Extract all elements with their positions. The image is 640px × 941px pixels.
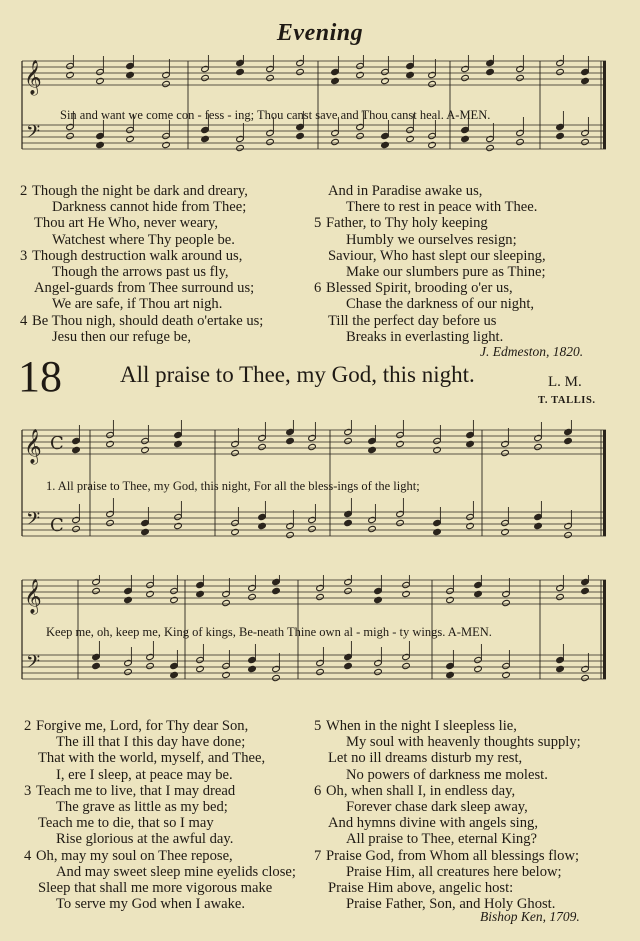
lyric-line-hymn17: Sin and want we come con - fess - ing; Thou canst save and Thou canst heal. A-MEN. xyxy=(60,108,491,122)
note-head xyxy=(581,674,589,681)
note-head xyxy=(331,138,339,145)
note-head xyxy=(501,528,509,535)
verse-text: Praise God, from Whom all blessings flow; xyxy=(326,847,580,864)
note-head xyxy=(516,74,524,81)
treble-clef-icon: 𝄞 xyxy=(24,429,42,464)
verse-line xyxy=(328,750,581,766)
note-head xyxy=(96,141,104,148)
note-head xyxy=(406,71,414,78)
note-head xyxy=(446,596,454,603)
verse-line xyxy=(328,767,581,783)
verse-line xyxy=(34,215,263,231)
note-head xyxy=(368,446,376,453)
note-head xyxy=(534,522,542,529)
note-head xyxy=(236,144,244,151)
note-head xyxy=(486,144,494,151)
verse-line xyxy=(328,199,546,215)
note-head xyxy=(581,77,589,84)
verse-line xyxy=(20,183,263,199)
verse-line xyxy=(314,718,581,734)
note-head xyxy=(534,443,542,450)
verse-line xyxy=(328,831,581,847)
note-head xyxy=(331,77,339,84)
note-head xyxy=(146,590,154,597)
verse-text: Jesu then our refuge be, xyxy=(52,328,191,345)
note-head xyxy=(344,437,352,444)
attribution-hymn18: Bishop Ken, 1709. xyxy=(480,909,580,924)
verse-line xyxy=(20,247,263,264)
verse-line xyxy=(38,799,296,815)
note-head xyxy=(196,590,204,597)
verse-line xyxy=(34,296,263,312)
note-head xyxy=(296,68,304,75)
hymn-title: All praise to Thee, my God, this night. xyxy=(120,362,475,387)
verses-right-hymn17 xyxy=(314,183,546,345)
verse-line xyxy=(38,767,296,783)
verse-text: Praise Him above, angelic host: xyxy=(328,880,514,897)
note-head xyxy=(396,440,404,447)
music-system-hymn18-b xyxy=(0,575,640,715)
note-head xyxy=(236,68,244,75)
note-head xyxy=(106,440,114,447)
note-head xyxy=(72,446,80,453)
note-head xyxy=(162,141,170,148)
verse-text: And in Paradise awake us, xyxy=(328,183,483,199)
note-head xyxy=(344,519,352,526)
verse-text: Till the perfect day before us xyxy=(328,312,497,329)
note-head xyxy=(402,590,410,597)
verse-text: And may sweet sleep mine eyelids close; xyxy=(56,863,296,880)
note-head xyxy=(231,528,239,535)
note-head xyxy=(466,440,474,447)
verse-line xyxy=(328,232,546,248)
verse-text: To serve my God when I awake. xyxy=(56,896,246,913)
verse-line xyxy=(24,718,296,734)
verse-text: Blessed Spirit, brooding o'er us, xyxy=(326,280,513,297)
note-head xyxy=(428,141,436,148)
verse-line xyxy=(34,232,263,248)
note-head xyxy=(502,599,510,606)
verse-number: 5 xyxy=(314,718,322,734)
note-head xyxy=(486,68,494,75)
note-head xyxy=(516,138,524,145)
note-head xyxy=(556,68,564,75)
note-head xyxy=(272,674,280,681)
note-head xyxy=(272,587,280,594)
bass-clef-icon: 𝄢 xyxy=(26,652,41,677)
verse-number: 6 xyxy=(314,782,322,799)
note-head xyxy=(556,665,564,672)
note-head xyxy=(308,525,316,532)
note-head xyxy=(196,665,204,672)
verse-line xyxy=(34,280,263,296)
verse-text: Oh, may my soul on Thee repose, xyxy=(36,847,233,864)
note-head xyxy=(258,443,266,450)
note-head xyxy=(124,596,132,603)
verse-text: Angel-guards from Thee surround us; xyxy=(34,280,255,297)
verse-line xyxy=(38,896,296,912)
note-head xyxy=(222,671,230,678)
note-head xyxy=(231,449,239,456)
verse-number: 5 xyxy=(314,215,322,232)
note-head xyxy=(126,135,134,142)
hymn-composer: T. TALLIS. xyxy=(538,395,596,406)
verse-line xyxy=(328,815,581,831)
verse-line xyxy=(20,312,264,329)
bass-clef-icon: 𝄢 xyxy=(26,509,41,534)
verse-text: Breaks in everlasting light. xyxy=(346,328,504,345)
note-head xyxy=(66,71,74,78)
note-head xyxy=(296,132,304,139)
note-head xyxy=(124,668,132,675)
verse-text: Forgive me, Lord, for Thy dear Son, xyxy=(36,718,249,734)
final-barline xyxy=(603,61,606,149)
note-head xyxy=(344,662,352,669)
note-head xyxy=(201,135,209,142)
note-head xyxy=(581,587,589,594)
verse-text: Chase the darkness of our night, xyxy=(346,296,535,313)
verse-text: Watchest where Thy people be. xyxy=(52,231,235,248)
verse-number: 2 xyxy=(20,183,28,199)
verse-text: Though the night be dark and dreary, xyxy=(32,183,248,199)
note-head xyxy=(248,665,256,672)
note-head xyxy=(248,593,256,600)
verse-line xyxy=(38,880,296,896)
verse-text: The ill that I this day have done; xyxy=(56,734,246,751)
note-head xyxy=(368,525,376,532)
verse-line xyxy=(314,215,546,232)
verse-text: Oh, when shall I, in endless day, xyxy=(326,782,516,799)
section-title: Evening xyxy=(276,20,364,46)
verse-line xyxy=(328,264,546,280)
verse-text: And hymns divine with angels sing, xyxy=(328,815,538,832)
verse-text: Though the arrows past us fly, xyxy=(52,264,229,281)
verse-text: Praise Him, all creatures here below; xyxy=(346,863,562,880)
note-head xyxy=(92,587,100,594)
verse-text: Darkness cannot hide from Thee; xyxy=(52,199,247,216)
verse-line xyxy=(24,847,296,864)
note-head xyxy=(433,528,441,535)
note-head xyxy=(222,599,230,606)
verse-line xyxy=(38,831,296,847)
note-head xyxy=(581,138,589,145)
verse-number: 7 xyxy=(314,847,322,864)
verse-text: Saviour, Who hast slept our sleeping, xyxy=(328,247,546,264)
note-head xyxy=(126,71,134,78)
treble-clef-icon: 𝄞 xyxy=(24,60,42,95)
note-head xyxy=(433,446,441,453)
note-head xyxy=(286,531,294,538)
note-head xyxy=(381,141,389,148)
verse-text: Humbly we ourselves resign; xyxy=(346,231,517,248)
note-head xyxy=(396,519,404,526)
note-head xyxy=(374,596,382,603)
verse-text: Sleep that shall me more vigorous make xyxy=(38,880,273,897)
verse-text: We are safe, if Thou art nigh. xyxy=(52,296,223,313)
verse-text: No powers of darkness me molest. xyxy=(346,766,548,783)
verse-number: 4 xyxy=(20,312,28,329)
verse-number: 6 xyxy=(314,280,322,297)
verse-text: My soul with heavenly thoughts supply; xyxy=(346,734,581,751)
lyric-line-hymn18-1: 1. All praise to Thee, my God, this night, For all the bless-ings of the light; xyxy=(46,479,420,493)
verse-number: 4 xyxy=(24,847,32,864)
verse-line xyxy=(24,782,296,799)
note-head xyxy=(316,593,324,600)
verse-text: All praise to Thee, eternal King? xyxy=(346,831,538,848)
verse-line xyxy=(328,799,581,815)
verse-line xyxy=(38,864,296,880)
note-head xyxy=(308,443,316,450)
note-head xyxy=(106,519,114,526)
note-head xyxy=(356,71,364,78)
hymn-meter: L. M. xyxy=(548,374,582,390)
verse-line xyxy=(38,815,296,831)
verse-text: Make our slumbers pure as Thine; xyxy=(346,264,546,281)
verse-text: Teach me to die, that so I may xyxy=(38,815,214,832)
note-head xyxy=(501,449,509,456)
note-head xyxy=(344,587,352,594)
verse-line xyxy=(328,734,581,750)
note-head xyxy=(170,671,178,678)
note-head xyxy=(381,77,389,84)
final-barline xyxy=(603,430,606,536)
verse-text: Forever chase dark sleep away, xyxy=(346,799,528,816)
note-head xyxy=(461,135,469,142)
note-head xyxy=(502,671,510,678)
note-head xyxy=(402,662,410,669)
verse-line xyxy=(328,183,546,199)
verse-text: Though destruction walk around us, xyxy=(32,247,243,264)
verse-text: There to rest in peace with Thee. xyxy=(346,199,538,216)
verse-line xyxy=(314,847,581,864)
note-head xyxy=(162,80,170,87)
note-head xyxy=(466,522,474,529)
bass-clef-icon: 𝄢 xyxy=(26,122,41,147)
verse-text: Teach me to live, that I may dread xyxy=(36,782,236,799)
note-head xyxy=(201,74,209,81)
verse-number: 3 xyxy=(24,782,32,799)
attribution-hymn17: J. Edmeston, 1820. xyxy=(480,344,584,359)
verse-line xyxy=(328,880,581,896)
verse-text: Rise glorious at the awful day. xyxy=(56,831,234,848)
note-head xyxy=(174,440,182,447)
note-head xyxy=(446,671,454,678)
note-head xyxy=(146,662,154,669)
verse-line xyxy=(328,329,546,345)
verses-left-hymn18 xyxy=(24,718,296,913)
time-signature: C xyxy=(50,433,64,454)
verse-number: 2 xyxy=(24,718,32,734)
verses-left-hymn17 xyxy=(20,183,264,345)
final-barline xyxy=(603,580,606,679)
verse-text: Let no ill dreams disturb my rest, xyxy=(328,750,523,767)
verse-text: I, ere I sleep, at peace may be. xyxy=(56,766,233,783)
verse-line xyxy=(38,734,296,750)
verse-text: Father, to Thy holy keeping xyxy=(326,215,488,232)
time-signature: C xyxy=(50,515,64,536)
note-head xyxy=(141,446,149,453)
note-head xyxy=(170,596,178,603)
verse-text: When in the night I sleepless lie, xyxy=(326,718,517,734)
note-head xyxy=(266,74,274,81)
verse-line xyxy=(328,296,546,312)
note-head xyxy=(72,525,80,532)
verse-text: The grave as little as my bed; xyxy=(56,799,228,816)
note-head xyxy=(174,522,182,529)
verse-line xyxy=(328,313,546,329)
verses-right-hymn18 xyxy=(314,718,581,913)
verse-line xyxy=(328,248,546,264)
note-head xyxy=(461,74,469,81)
verse-text: Be Thou nigh, should death o'ertake us; xyxy=(32,312,264,329)
note-head xyxy=(266,138,274,145)
hymn-number: 18 xyxy=(18,352,62,401)
verse-line xyxy=(34,329,263,345)
note-head xyxy=(556,132,564,139)
verse-line xyxy=(314,782,581,799)
verse-text: That with the world, myself, and Thee, xyxy=(38,750,266,767)
note-head xyxy=(141,528,149,535)
note-head xyxy=(564,531,572,538)
note-head xyxy=(92,662,100,669)
lyric-line-hymn18-2: Keep me, oh, keep me, King of kings, Be-neath Thine own al - migh - ty wings. A-MEN. xyxy=(46,625,492,639)
note-head xyxy=(66,132,74,139)
note-head xyxy=(286,437,294,444)
verse-line xyxy=(34,264,263,280)
verse-line xyxy=(314,280,546,297)
treble-clef-icon: 𝄞 xyxy=(24,579,42,614)
note-head xyxy=(428,80,436,87)
note-head xyxy=(356,132,364,139)
note-head xyxy=(258,522,266,529)
verse-text: Thou art He Who, never weary, xyxy=(34,215,218,232)
note-head xyxy=(564,437,572,444)
verse-line xyxy=(328,864,581,880)
verse-text: Praise Father, Son, and Holy Ghost. xyxy=(346,896,556,913)
note-head xyxy=(316,668,324,675)
note-head xyxy=(374,668,382,675)
note-head xyxy=(556,593,564,600)
note-head xyxy=(406,135,414,142)
note-head xyxy=(474,590,482,597)
verse-line xyxy=(34,199,263,215)
note-head xyxy=(96,77,104,84)
note-head xyxy=(474,665,482,672)
verse-number: 3 xyxy=(20,247,28,264)
verse-line xyxy=(38,750,296,766)
